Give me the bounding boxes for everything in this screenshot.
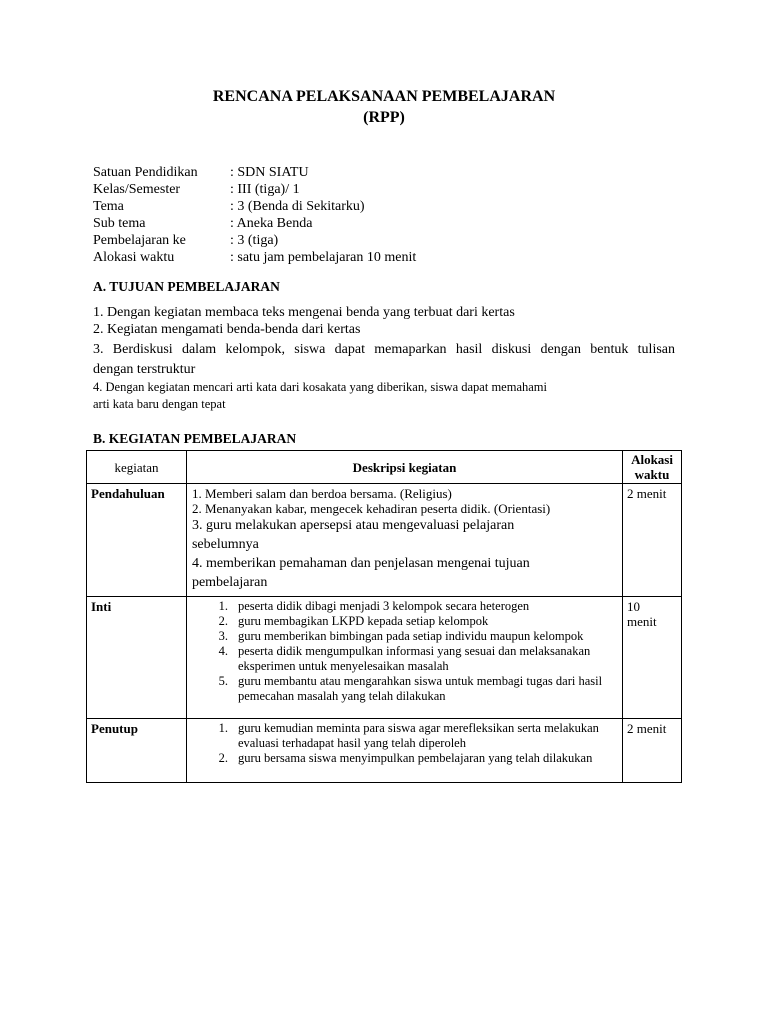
- identity-value: : satu jam pembelajaran 10 menit: [230, 250, 417, 265]
- header-kegiatan: kegiatan: [87, 451, 187, 484]
- phase-pendahuluan: Pendahuluan: [87, 484, 187, 597]
- identity-label: Kelas/Semester: [93, 182, 181, 197]
- phase-penutup: Penutup: [87, 719, 187, 783]
- list-item: 3. guru memberikan bimbingan pada setiap individu maupun kelompok: [218, 629, 584, 643]
- list-item: 1. peserta didik dibagi menjadi 3 kelompok secara heterogen: [218, 599, 530, 613]
- list-item: 4. peserta didik mengumpulkan informasi yang sesuai dan melaksanakan eksperimen untuk menyelesaikan masalah: [218, 644, 591, 673]
- phase-inti: Inti: [87, 597, 187, 719]
- header-deskripsi: Deskripsi kegiatan: [186, 451, 622, 484]
- step-list: [192, 721, 618, 766]
- table-header-row: [87, 451, 682, 484]
- title-line-1: RENCANA PELAKSANAAN PEMBELAJARAN: [212, 88, 556, 105]
- header-alokasi: [623, 451, 682, 484]
- description-line: sebelumnya: [191, 537, 259, 552]
- identity-value: : SDN SIATU: [230, 165, 309, 180]
- time-allocation: [623, 597, 682, 719]
- title-line-2: (RPP): [363, 109, 405, 126]
- time-unit: menit: [627, 614, 657, 629]
- description-cell: [186, 719, 622, 783]
- list-item: 2. guru membagikan LKPD kepada setiap kelompok: [218, 614, 489, 628]
- time-allocation: 2 menit: [623, 719, 682, 783]
- goal-line: dengan terstruktur: [93, 362, 196, 377]
- identity-label: Pembelajaran ke: [93, 233, 186, 248]
- goal-line: arti kata baru dengan tepat: [93, 397, 226, 411]
- identity-row: [93, 198, 416, 215]
- description-cell: [186, 484, 622, 597]
- table-row: [87, 719, 682, 783]
- section-a-heading: A. TUJUAN PEMBELAJARAN: [93, 279, 280, 294]
- identity-row: [93, 232, 416, 249]
- goal-line: 4. Dengan kegiatan mencari arti kata dari kosakata yang diberikan, siswa dapat memahami: [93, 380, 547, 394]
- description-line: 2. Menanyakan kabar, mengecek kehadiran peserta didik. (Orientasi): [191, 501, 551, 516]
- goal-line: 2. Kegiatan mengamati benda-benda dari kertas: [93, 322, 361, 337]
- time-allocation: 2 menit: [623, 484, 682, 597]
- description-line: pembelajaran: [191, 575, 268, 590]
- description-line: 4. memberikan pemahaman dan penjelasan mengenai tujuan: [191, 556, 530, 571]
- section-b-heading: B. KEGIATAN PEMBELAJARAN: [93, 431, 297, 446]
- list-item: 1. guru kemudian meminta para siswa agar merefleksikan serta melakukan evaluasi terhadapat hasil yang telah diperoleh: [218, 721, 599, 750]
- goal-line: 3. Berdiskusi dalam kelompok, siswa dapat memaparkan hasil diskusi dengan bentuk tulisan: [93, 342, 675, 357]
- table-row: [87, 484, 682, 597]
- identity-label: Sub tema: [93, 216, 146, 231]
- description-line: 1. Memberi salam dan berdoa bersama. (Religius): [191, 486, 452, 501]
- identity-value: : III (tiga)/ 1: [230, 182, 300, 197]
- identity-value: : Aneka Benda: [230, 216, 313, 231]
- identity-value: : 3 (tiga): [230, 233, 279, 248]
- identity-value: : 3 (Benda di Sekitarku): [230, 199, 365, 214]
- description-line: 3. guru melakukan apersepsi atau mengevaluasi pelajaran: [191, 518, 515, 533]
- header-alokasi-line2: waktu: [634, 467, 670, 482]
- goal-line: 1. Dengan kegiatan membaca teks mengenai benda yang terbuat dari kertas: [93, 305, 515, 320]
- identity-row: [93, 164, 416, 181]
- list-item: 2. guru bersama siswa menyimpulkan pembelajaran yang telah dilakukan: [218, 751, 593, 765]
- document-title: [0, 86, 768, 128]
- identity-row: [93, 181, 416, 198]
- step-list: [192, 599, 618, 704]
- identity-row: [93, 249, 416, 266]
- identity-row: [93, 215, 416, 232]
- identity-label: Satuan Pendidikan: [93, 165, 198, 180]
- table-row: [87, 597, 682, 719]
- list-item: 5. guru membantu atau mengarahkan siswa untuk membagi tugas dari hasil pemecahan masalah yang telah dilakukan: [218, 674, 603, 703]
- identity-label: Tema: [93, 199, 124, 214]
- description-cell: [186, 597, 622, 719]
- time-value: 10: [627, 599, 641, 614]
- activities-table: [86, 450, 682, 783]
- header-alokasi-line1: Alokasi: [631, 452, 673, 467]
- learning-goals: [93, 304, 675, 413]
- identity-block: [93, 164, 416, 266]
- identity-label: Alokasi waktu: [93, 250, 175, 265]
